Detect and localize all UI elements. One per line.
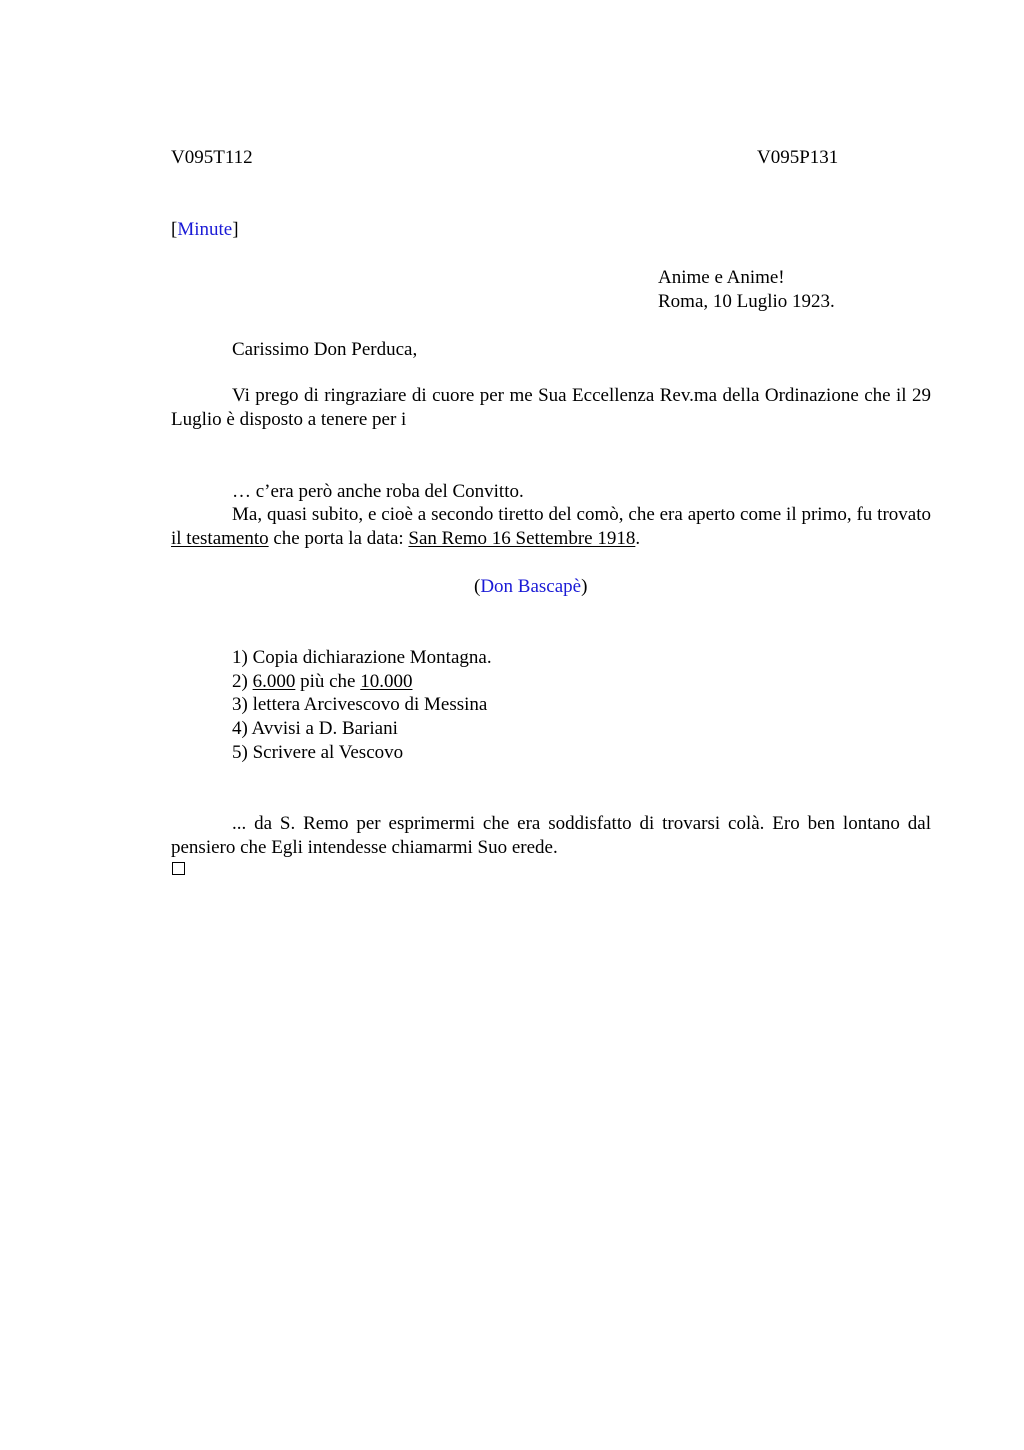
place-date: Roma, 10 Luglio 1923. xyxy=(658,291,835,312)
list-item: 2) 6.000 più che 10.000 xyxy=(232,671,413,692)
list-item: 3) lettera Arcivescovo di Messina xyxy=(232,694,488,715)
testament-underlined: il testamento xyxy=(171,528,269,549)
minute-link[interactable]: Minute xyxy=(177,219,233,240)
testament-date-underlined: San Remo 16 Settembre 1918 xyxy=(408,528,636,549)
list-item: 1) Copia dichiarazione Montagna. xyxy=(232,647,492,668)
fragment-line: … c’era però anche roba del Convitto. xyxy=(232,481,524,502)
attribution-link[interactable]: Don Bascapè xyxy=(480,576,582,597)
document-code-left: V095T112 xyxy=(171,147,253,168)
attribution: (Don Bascapè) xyxy=(474,576,588,597)
document-code-right: V095P131 xyxy=(757,147,839,168)
list-item: 4) Avvisi a D. Bariani xyxy=(232,718,398,739)
closing-paragraph: ... da S. Remo per esprimermi che era soddisfatto di trovarsi colà. Ero ben lontano dal pensiero che Egli intendesse chiamarmi Suo erede. xyxy=(171,813,931,858)
paragraph-thanks: Vi prego di ringraziare di cuore per me Sua Eccellenza Rev.ma della Ordinazione che il 29 Luglio è disposto a tenere per i xyxy=(171,385,931,430)
list-item: 5) Scrivere al Vescovo xyxy=(232,742,404,763)
salutation: Carissimo Don Perduca, xyxy=(232,339,418,360)
paragraph-testament: Ma, quasi subito, e cioè a secondo tiretto del comò, che era aperto come il primo, fu trovato il testamento che porta la data: San Remo 16 Settembre 1918. xyxy=(171,504,931,549)
motto: Anime e Anime! xyxy=(658,267,785,288)
minute-label: [Minute] xyxy=(171,219,239,240)
checkbox-square-icon xyxy=(172,862,185,875)
